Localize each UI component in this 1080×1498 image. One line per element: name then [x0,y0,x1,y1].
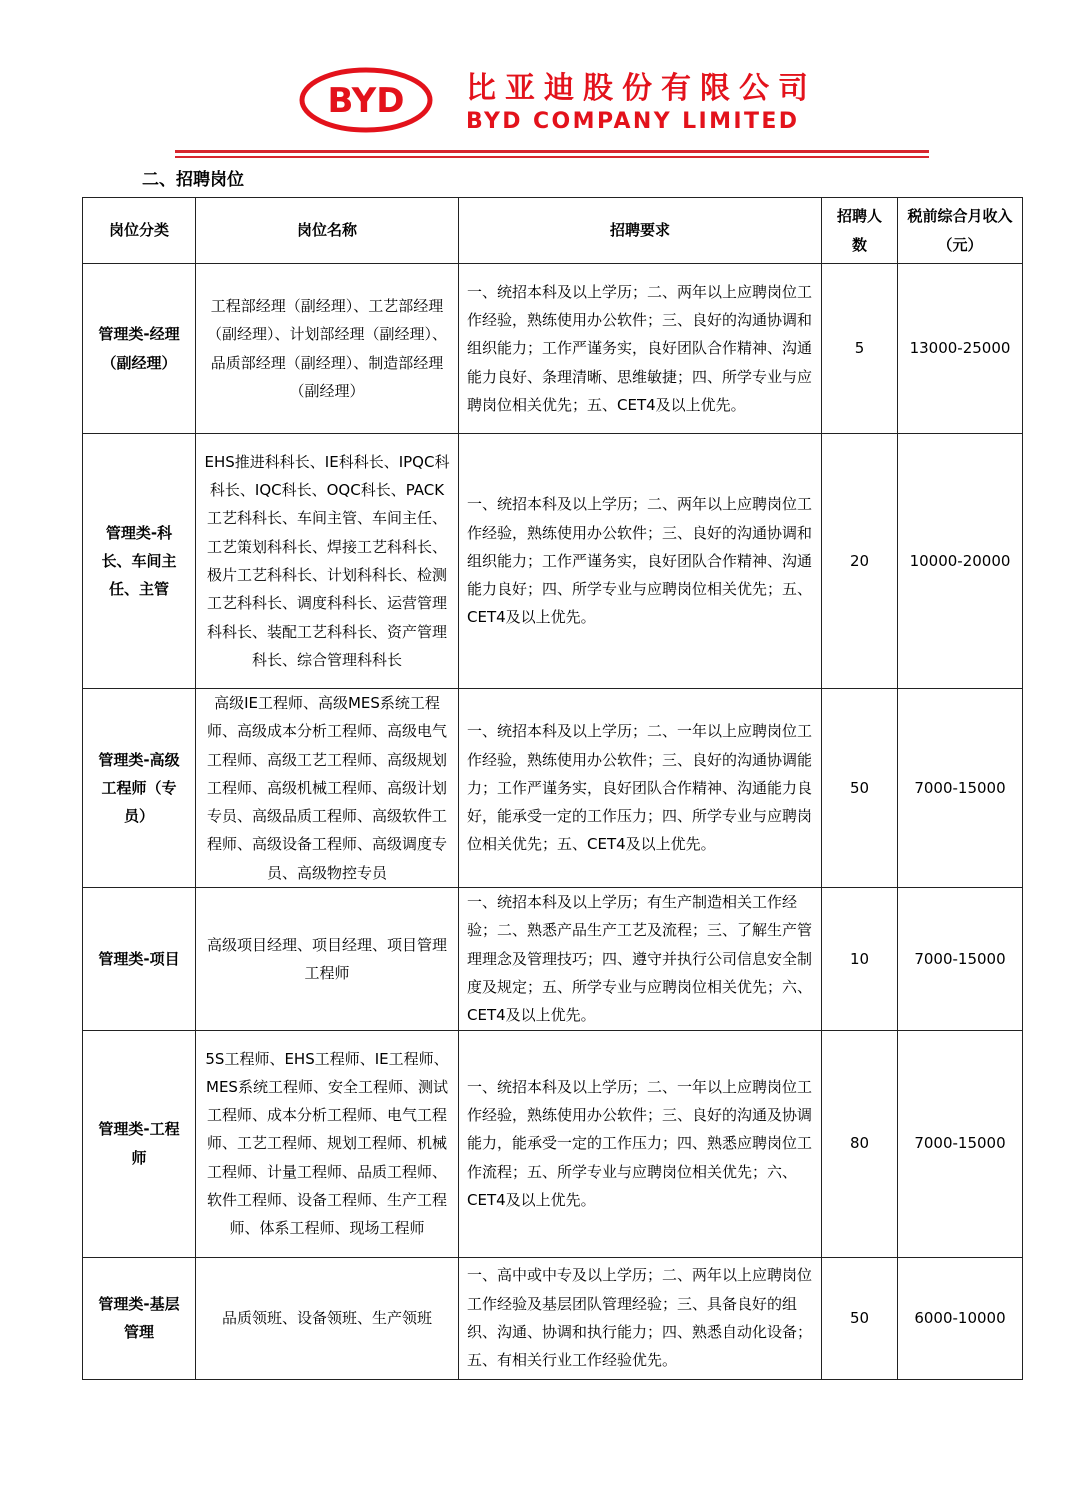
category-cell: 管理类-项目 [83,888,196,1030]
header-rule-thin [175,156,929,158]
requirements-cell: 一、统招本科及以上学历；二、一年以上应聘岗位工作经验，熟练使用办公软件；三、良好的沟通及协调能力，能承受一定的工作压力；四、熟悉应聘岗位工作流程；五、所学专业与应聘岗位相关优先；六、CET4及以上优先。 [459,1030,822,1257]
section-title: 二、招聘岗位 [142,170,244,190]
headcount-cell: 50 [822,689,898,888]
column-header-salary: 税前综合月收入（元） [898,198,1023,264]
requirements-cell: 一、高中或中专及以上学历；二、两年以上应聘岗位工作经验及基层团队管理经验；三、具备良好的组织、沟通、协调和执行能力；四、熟悉自动化设备；五、有相关行业工作经验优先。 [459,1257,822,1379]
requirements-cell: 一、统招本科及以上学历；二、两年以上应聘岗位工作经验，熟练使用办公软件；三、良好的沟通协调和组织能力；工作严谨务实，良好团队合作精神、沟通能力良好、条理清晰、思维敏捷；四、所学专业与应聘岗位相关优先；五、CET4及以上优先。 [459,264,822,434]
position-cell: 高级项目经理、项目经理、项目管理工程师 [196,888,459,1030]
position-cell: 工程部经理（副经理）、工艺部经理（副经理）、计划部经理（副经理）、品质部经理（副经理）、制造部经理（副经理） [196,264,459,434]
category-cell: 管理类-经理（副经理） [83,264,196,434]
salary-cell: 7000-15000 [898,1030,1023,1257]
company-name-en: BYD COMPANY LIMITED [466,109,800,134]
requirements-cell: 一、统招本科及以上学历；二、一年以上应聘岗位工作经验，熟练使用办公软件；三、良好的沟通协调能力；工作严谨务实，良好团队合作精神、沟通能力良好，能承受一定的工作压力；四、所学专业与应聘岗位相关优先；五、CET4及以上优先。 [459,689,822,888]
category-cell: 管理类-高级工程师（专员） [83,689,196,888]
salary-cell: 10000-20000 [898,434,1023,689]
salary-cell: 6000-10000 [898,1257,1023,1379]
recruitment-table [82,197,1023,1380]
headcount-cell: 20 [822,434,898,689]
salary-cell: 13000-25000 [898,264,1023,434]
header-rule-thick [175,150,929,153]
table-row [83,264,1023,434]
column-header-category: 岗位分类 [83,198,196,264]
position-cell: 品质领班、设备领班、生产领班 [196,1257,459,1379]
table-header-row [83,198,1023,264]
headcount-cell: 80 [822,1030,898,1257]
letterhead [0,0,1080,165]
column-header-position: 岗位名称 [196,198,459,264]
position-cell: 5S工程师、EHS工程师、IE工程师、MES系统工程师、安全工程师、测试工程师、成本分析工程师、电气工程师、工艺工程师、规划工程师、机械工程师、计量工程师、品质工程师、软件工程师、设备工程师、生产工程师、体系工程师、现场工程师 [196,1030,459,1257]
table-row [83,1257,1023,1379]
headcount-cell: 10 [822,888,898,1030]
headcount-cell: 5 [822,264,898,434]
position-cell: EHS推进科科长、IE科科长、IPQC科科长、IQC科长、OQC科长、PACK工艺科科长、车间主管、车间主任、工艺策划科科长、焊接工艺科科长、极片工艺科科长、计划科科长、检测工艺科科长、调度科科长、运营管理科科长、装配工艺科科长、资产管理科长、综合管理科科长 [196,434,459,689]
position-cell: 高级IE工程师、高级MES系统工程师、高级成本分析工程师、高级电气工程师、高级工艺工程师、高级规划工程师、高级机械工程师、高级计划专员、高级品质工程师、高级软件工程师、高级设备工程师、高级调度专员、高级物控专员 [196,689,459,888]
table-row [83,888,1023,1030]
requirements-cell: 一、统招本科及以上学历；有生产制造相关工作经验；二、熟悉产品生产工艺及流程；三、了解生产管理理念及管理技巧；四、遵守并执行公司信息安全制度及规定；五、所学专业与应聘岗位相关优先；六、CET4及以上优先。 [459,888,822,1030]
logo-text: BYD [327,81,405,121]
salary-cell: 7000-15000 [898,689,1023,888]
column-header-headcount: 招聘人数 [822,198,898,264]
category-cell: 管理类-科长、车间主任、主管 [83,434,196,689]
company-name-cn: 比亚迪股份有限公司 [466,71,817,106]
category-cell: 管理类-工程师 [83,1030,196,1257]
requirements-cell: 一、统招本科及以上学历；二、两年以上应聘岗位工作经验，熟练使用办公软件；三、良好的沟通协调和组织能力；工作严谨务实，良好团队合作精神、沟通能力良好；四、所学专业与应聘岗位相关优先；五、CET4及以上优先。 [459,434,822,689]
table-row [83,1030,1023,1257]
table-row [83,434,1023,689]
byd-logo [299,67,433,133]
table-row [83,689,1023,888]
column-header-requirements: 招聘要求 [459,198,822,264]
salary-cell: 7000-15000 [898,888,1023,1030]
category-cell: 管理类-基层管理 [83,1257,196,1379]
headcount-cell: 50 [822,1257,898,1379]
